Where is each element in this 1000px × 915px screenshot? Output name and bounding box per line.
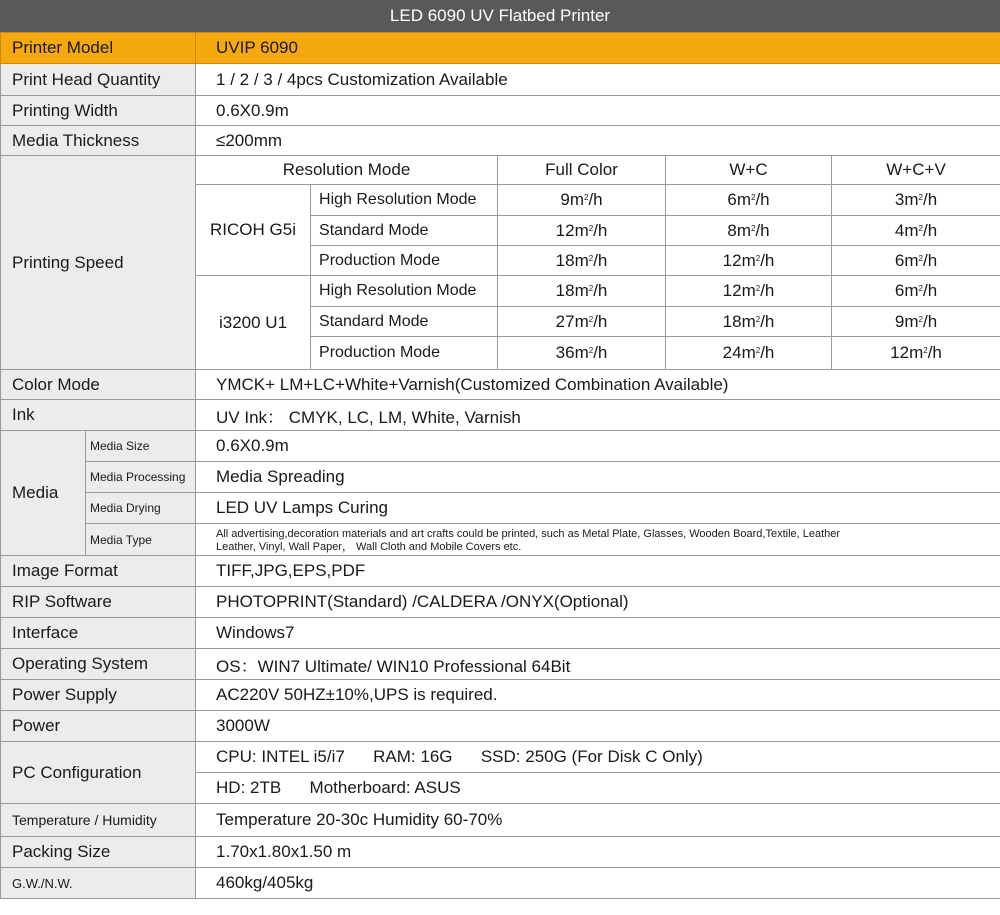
- table-row: [1, 493, 1000, 524]
- table-row: [1, 524, 1000, 556]
- speed-mode: High Resolution Mode: [311, 276, 498, 307]
- media-type-label: Media Type: [86, 524, 196, 556]
- table-row: [1, 33, 1000, 64]
- speed-value: $3m^2/h$: [832, 185, 1000, 216]
- printing-width-label: Printing Width: [1, 96, 196, 126]
- speed-mode: Standard Mode: [311, 216, 498, 246]
- media-drying-value: LED UV Lamps Curing: [196, 493, 1000, 524]
- printer-model-label: Printer Model: [1, 33, 196, 64]
- media-size-value: 0.6X0.9m: [196, 431, 1000, 462]
- speed-value: $27m^2/h$: [498, 307, 666, 337]
- table-row: [1, 742, 1000, 773]
- weight-label: G.W./N.W.: [1, 868, 196, 899]
- media-processing-label: Media Processing: [86, 462, 196, 493]
- media-type-value: [196, 524, 1000, 556]
- printer-model-value: UVIP 6090: [196, 33, 1000, 64]
- table-row: [1, 618, 1000, 649]
- speed-header-full-color: Full Color: [498, 156, 666, 185]
- speed-value: $18m^2/h$: [498, 246, 666, 276]
- operating-system-value: OS：WIN7 Ultimate/ WIN10 Professional 64Bit: [196, 649, 1000, 680]
- page-title: LED 6090 UV Flatbed Printer: [0, 0, 1000, 32]
- table-row: [1, 370, 1000, 400]
- table-row: [1, 126, 1000, 156]
- media-label: Media: [1, 431, 86, 556]
- speed-value: $24m^2/h$: [666, 337, 832, 370]
- speed-value: $12m^2/h$: [498, 216, 666, 246]
- pc-config-label: PC Configuration: [1, 742, 196, 804]
- image-format-label: Image Format: [1, 556, 196, 587]
- power-supply-label: Power Supply: [1, 680, 196, 711]
- speed-header-wcv: W+C+V: [832, 156, 1000, 185]
- weight-value: 460kg/405kg: [196, 868, 1000, 899]
- table-row: [1, 837, 1000, 868]
- packing-size-value: 1.70x1.80x1.50 m: [196, 837, 1000, 868]
- speed-value: $9m^2/h$: [832, 307, 1000, 337]
- table-row: [1, 868, 1000, 899]
- speed-mode: Standard Mode: [311, 307, 498, 337]
- temperature-humidity-label: Temperature / Humidity: [1, 804, 196, 837]
- media-type-line1: All advertising,decoration materials and art crafts could be printed, such as Metal Plate, Glasses, Wooden Board,Textile, Leather: [216, 528, 841, 540]
- table-row: [1, 556, 1000, 587]
- speed-value: $6m^2/h$: [832, 246, 1000, 276]
- speed-header-wc: W+C: [666, 156, 832, 185]
- color-mode-value: YMCK+ LM+LC+White+Varnish(Customized Combination Available): [196, 370, 1000, 400]
- table-row: [1, 400, 1000, 431]
- media-drying-label: Media Drying: [86, 493, 196, 524]
- speed-group-head: RICOH G5i: [196, 185, 311, 276]
- power-supply-value: AC220V 50HZ±10%,UPS is required.: [196, 680, 1000, 711]
- print-head-label: Print Head Quantity: [1, 64, 196, 96]
- speed-mode: Production Mode: [311, 246, 498, 276]
- packing-size-label: Packing Size: [1, 837, 196, 868]
- speed-value: $6m^2/h$: [832, 276, 1000, 307]
- power-label: Power: [1, 711, 196, 742]
- media-processing-value: Media Spreading: [196, 462, 1000, 493]
- speed-value: $4m^2/h$: [832, 216, 1000, 246]
- spec-table: [0, 32, 1000, 899]
- rip-software-label: RIP Software: [1, 587, 196, 618]
- table-row: [1, 680, 1000, 711]
- interface-value: Windows7: [196, 618, 1000, 649]
- speed-value: $6m^2/h$: [666, 185, 832, 216]
- table-row: [1, 64, 1000, 96]
- speed-value: $12m^2/h$: [832, 337, 1000, 370]
- operating-system-label: Operating System: [1, 649, 196, 680]
- media-size-label: Media Size: [86, 431, 196, 462]
- speed-value: $9m^2/h$: [498, 185, 666, 216]
- ink-value: UV Ink： CMYK, LC, LM, White, Varnish: [196, 400, 1000, 431]
- table-row: [1, 711, 1000, 742]
- media-thickness-label: Media Thickness: [1, 126, 196, 156]
- media-thickness-value: ≤200mm: [196, 126, 1000, 156]
- rip-software-value: PHOTOPRINT(Standard) /CALDERA /ONYX(Optional): [196, 587, 1000, 618]
- speed-group-head: i3200 U1: [196, 276, 311, 370]
- table-row: [1, 156, 1000, 185]
- table-row: [1, 649, 1000, 680]
- table-row: [1, 96, 1000, 126]
- speed-value: $8m^2/h$: [666, 216, 832, 246]
- speed-value: $18m^2/h$: [498, 276, 666, 307]
- interface-label: Interface: [1, 618, 196, 649]
- printing-width-value: 0.6X0.9m: [196, 96, 1000, 126]
- speed-value: $18m^2/h$: [666, 307, 832, 337]
- ink-label: Ink: [1, 400, 196, 431]
- printing-speed-label: Printing Speed: [1, 156, 196, 370]
- pc-config-line1: CPU: INTEL i5/i7 RAM: 16G SSD: 250G (For Disk C Only): [196, 742, 1000, 773]
- speed-mode: Production Mode: [311, 337, 498, 370]
- speed-value: $36m^2/h$: [498, 337, 666, 370]
- table-row: [1, 804, 1000, 837]
- media-type-line2: Leather, Vinyl, Wall Paper， Wall Cloth and Mobile Covers etc.: [216, 541, 522, 553]
- print-head-value: 1 / 2 / 3 / 4pcs Customization Available: [196, 64, 1000, 96]
- speed-value: $12m^2/h$: [666, 276, 832, 307]
- pc-config-line2: HD: 2TB Motherboard: ASUS: [196, 773, 1000, 804]
- temperature-humidity-value: Temperature 20-30c Humidity 60-70%: [196, 804, 1000, 837]
- table-row: [1, 462, 1000, 493]
- color-mode-label: Color Mode: [1, 370, 196, 400]
- speed-mode: High Resolution Mode: [311, 185, 498, 216]
- speed-header-mode: Resolution Mode: [196, 156, 498, 185]
- image-format-value: TIFF,JPG,EPS,PDF: [196, 556, 1000, 587]
- speed-value: $12m^2/h$: [666, 246, 832, 276]
- table-row: [1, 431, 1000, 462]
- power-value: 3000W: [196, 711, 1000, 742]
- table-row: [1, 587, 1000, 618]
